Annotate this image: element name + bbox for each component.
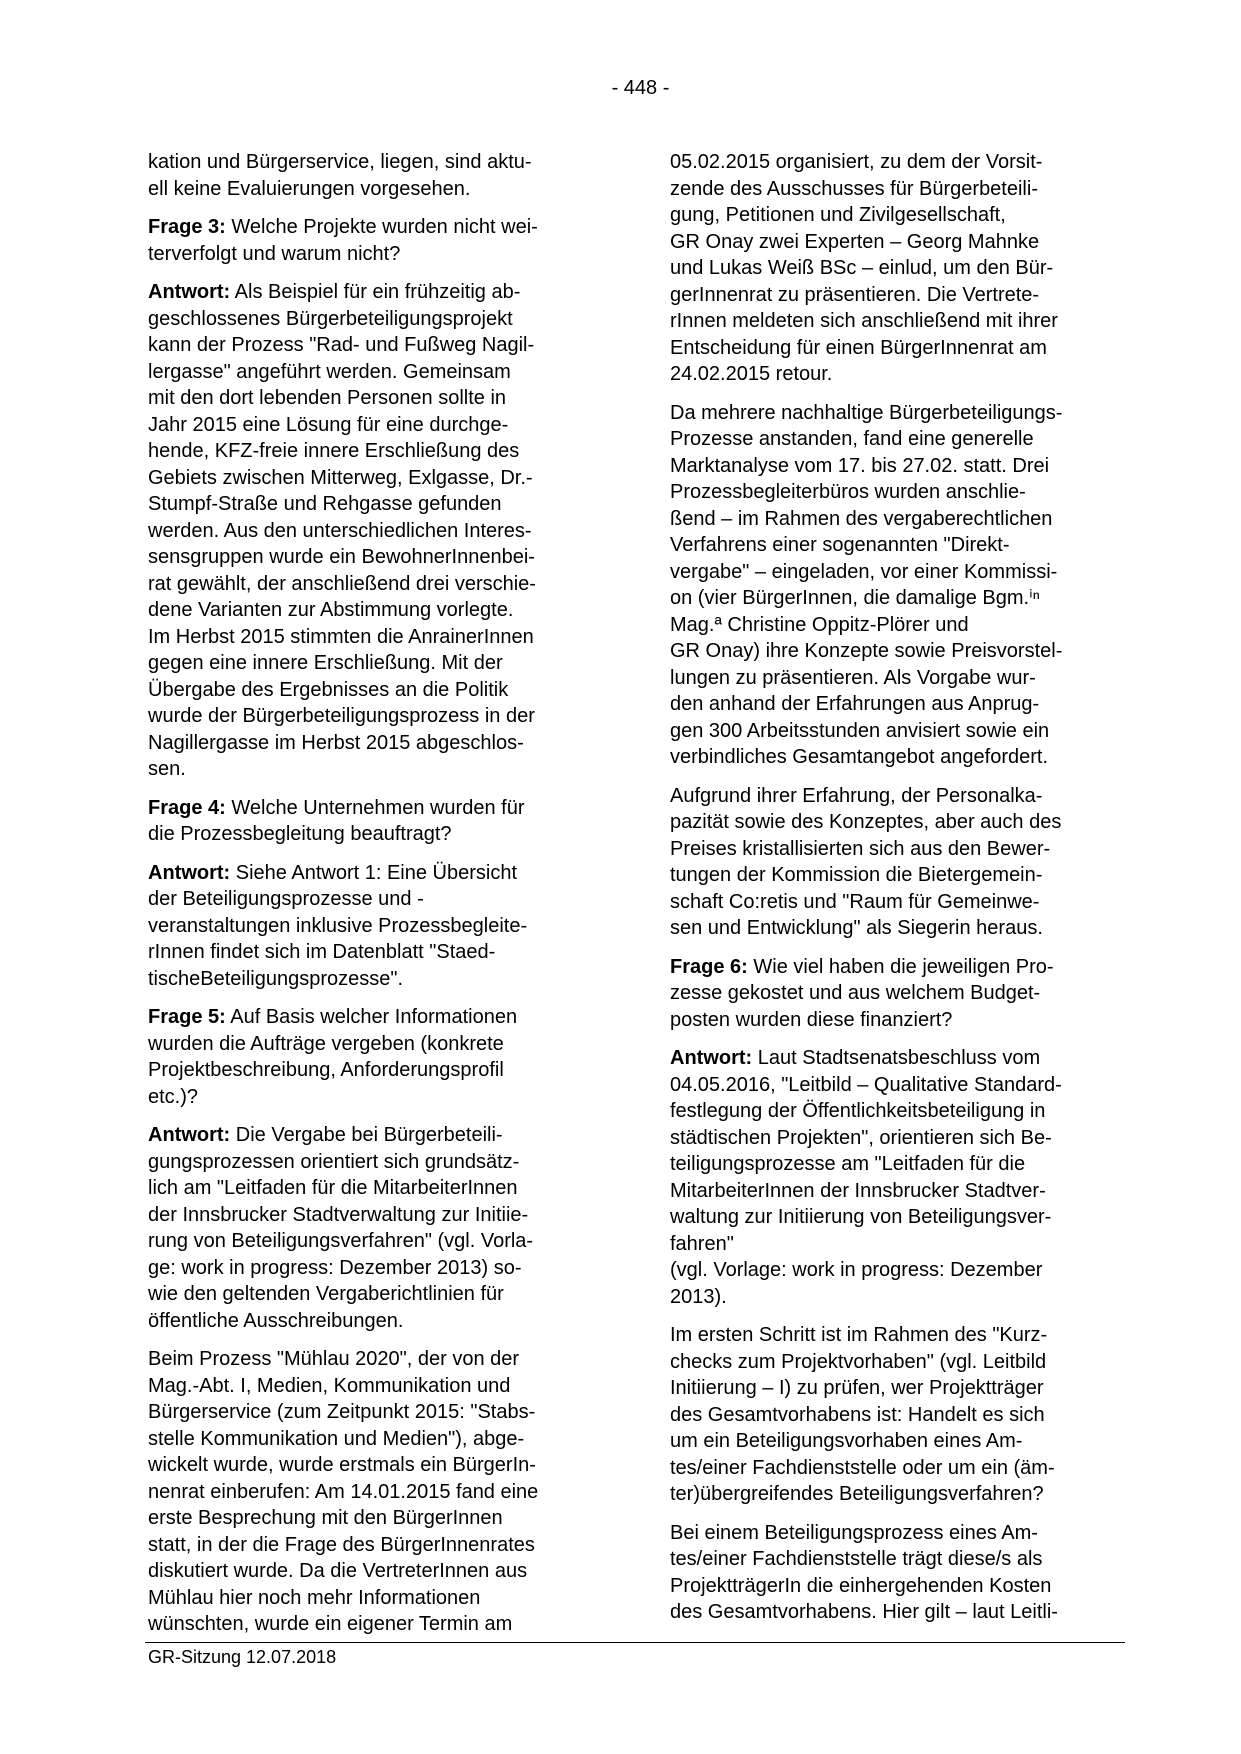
line-text: rInnen findet sich im Datenblatt "Staed- xyxy=(148,941,496,963)
line-text: hende, KFZ-freie innere Erschließung des xyxy=(148,440,520,462)
line-text: (vgl. Vorlage: work in progress: Dezember xyxy=(670,1259,1043,1281)
line-text: sensgruppen wurde ein BewohnerInnenbei- xyxy=(148,546,535,568)
line-text: diskutiert wurde. Da die VertreterInnen aus xyxy=(148,1560,528,1582)
line-text: ProjektträgerIn die einhergehenden Kosten xyxy=(670,1574,1052,1597)
line-text: zesse gekostet und aus welchem Budget- xyxy=(670,982,1041,1004)
line-text: Da mehrere nachhaltige Bürgerbeteiligungs- xyxy=(670,401,1063,424)
line-text: ge: work in progress: Dezember 2013) so- xyxy=(148,1256,522,1279)
line-text: Prozessbegleiterbüros wurden anschlie- xyxy=(670,481,1026,503)
paragraph xyxy=(148,1346,618,1638)
text-line xyxy=(670,282,1140,309)
text-line xyxy=(148,1505,618,1532)
text-line xyxy=(148,1228,618,1255)
text-line xyxy=(670,335,1140,362)
question-answer-label: Frage 6: xyxy=(670,955,748,978)
line-text: Nagillergasse im Herbst 2015 abgeschlos- xyxy=(148,731,524,754)
line-text: gen 300 Arbeitsstunden anvisiert sowie ein xyxy=(670,719,1050,742)
text-line xyxy=(148,1031,618,1058)
line-text: Preises kristallisierten sich aus den Bewer- xyxy=(670,837,1051,860)
text-line xyxy=(148,176,618,203)
text-line xyxy=(670,1204,1140,1231)
text-line xyxy=(148,279,618,306)
line-text: Mag.ª Christine Oppitz-Plörer und xyxy=(670,613,969,636)
left-column xyxy=(148,149,618,1650)
line-text: wünschten, wurde ein eigener Termin am xyxy=(148,1613,513,1635)
line-text: rung von Beteiligungsverfahren" (vgl. Vorla- xyxy=(148,1230,534,1252)
line-text: festlegung der Öffentlichkeitsbeteiligung in xyxy=(670,1100,1046,1122)
paragraph xyxy=(670,400,1140,771)
line-text: MitarbeiterInnen der Innsbrucker Stadtver- xyxy=(670,1179,1046,1202)
text-line xyxy=(670,744,1140,771)
line-text: statt, in der die Frage des BürgerInnenrates xyxy=(148,1533,535,1556)
text-line xyxy=(148,1399,618,1426)
question-answer-label: Frage 3: xyxy=(148,216,226,238)
line-text: rat gewählt, der anschließend drei verschie- xyxy=(148,572,536,595)
paragraph xyxy=(148,860,618,993)
line-text: stelle Kommunikation und Medien"), abge- xyxy=(148,1427,525,1450)
line-text: wurde der Bürgerbeteiligungsprozess in der xyxy=(148,705,535,727)
text-line xyxy=(148,465,618,492)
question-answer-label: Frage 4: xyxy=(148,796,226,819)
text-line xyxy=(148,860,618,887)
text-line xyxy=(148,1004,618,1031)
line-text: gung, Petitionen und Zivilgesellschaft, xyxy=(670,204,1006,226)
line-text: Projektbeschreibung, Anforderungsprofil xyxy=(148,1059,504,1081)
line-text: lich am "Leitfaden für die MitarbeiterInnen xyxy=(148,1177,518,1199)
line-text: und Lukas Weiß BSc – einlud, um den Bür- xyxy=(670,257,1054,279)
line-text: nenrat einberufen: Am 14.01.2015 fand eine xyxy=(148,1480,539,1503)
text-line xyxy=(148,795,618,822)
text-line xyxy=(670,1455,1140,1482)
line-text: Als Beispiel für ein frühzeitig ab- xyxy=(230,281,521,303)
text-line xyxy=(148,1281,618,1308)
text-line xyxy=(148,518,618,545)
text-line xyxy=(148,1255,618,1282)
line-text: ßend – im Rahmen des vergaberechtlichen xyxy=(670,507,1053,530)
text-line xyxy=(148,1122,618,1149)
paragraph xyxy=(148,795,618,848)
line-text: tes/einer Fachdienststelle oder um ein (äm- xyxy=(670,1456,1055,1479)
line-text: waltung zur Initiierung von Beteiligungsver- xyxy=(670,1206,1052,1228)
paragraph xyxy=(670,1322,1140,1508)
text-line xyxy=(670,400,1140,427)
text-line xyxy=(148,650,618,677)
text-line xyxy=(670,1573,1140,1600)
line-text: wie den geltenden Vergaberichtlinien für xyxy=(148,1283,504,1305)
line-text: Jahr 2015 eine Lösung für eine durchge- xyxy=(148,413,509,436)
text-line xyxy=(148,214,618,241)
text-line xyxy=(670,1546,1140,1573)
line-text: posten wurden diese finanziert? xyxy=(670,1008,953,1031)
line-text: teiligungsprozesse am "Leitfaden für die xyxy=(670,1153,1026,1175)
paragraph xyxy=(148,214,618,267)
line-text: kation und Bürgerservice, liegen, sind aktu- xyxy=(148,151,532,173)
text-line xyxy=(148,385,618,412)
text-line xyxy=(148,544,618,571)
line-text: Stumpf-Straße und Rehgasse gefunden xyxy=(148,493,502,515)
text-line xyxy=(148,491,618,518)
line-text: terverfolgt und warum nicht? xyxy=(148,242,401,265)
text-line xyxy=(670,255,1140,282)
text-line xyxy=(148,939,618,966)
text-line xyxy=(148,332,618,359)
text-line xyxy=(670,1231,1140,1258)
line-text: Wie viel haben die jeweiligen Pro- xyxy=(747,955,1054,978)
line-text: des Gesamtvorhabens. Hier gilt – laut Leitli- xyxy=(670,1601,1058,1623)
line-text: fahren" xyxy=(670,1232,734,1255)
text-line xyxy=(148,1057,618,1084)
text-line xyxy=(148,241,618,268)
text-line xyxy=(148,597,618,624)
text-line xyxy=(670,1599,1140,1626)
line-text: des Gesamtvorhabens ist: Handelt es sich xyxy=(670,1403,1045,1426)
line-text: Übergabe des Ergebnisses an die Politik xyxy=(148,678,509,701)
text-line xyxy=(148,677,618,704)
text-line xyxy=(148,412,618,439)
text-line xyxy=(148,1452,618,1479)
text-line xyxy=(670,1007,1140,1034)
line-text: Marktanalyse vom 17. bis 27.02. statt. Drei xyxy=(670,454,1050,477)
text-line xyxy=(670,479,1140,506)
line-text: gungsprozessen orientiert sich grundsätz- xyxy=(148,1150,520,1173)
line-text: Aufgrund ihrer Erfahrung, der Personalka- xyxy=(670,784,1043,807)
text-line xyxy=(670,980,1140,1007)
line-text: ell keine Evaluierungen vorgesehen. xyxy=(148,177,471,200)
text-line xyxy=(670,718,1140,745)
paragraph xyxy=(670,1520,1140,1626)
paragraph xyxy=(148,149,618,202)
line-text: kann der Prozess "Rad- und Fußweg Nagil- xyxy=(148,334,535,356)
text-line xyxy=(670,361,1140,388)
line-text: werden. Aus den unterschiedlichen Interes- xyxy=(148,519,532,542)
text-line xyxy=(148,359,618,386)
text-line xyxy=(670,612,1140,639)
text-line xyxy=(148,1373,618,1400)
text-line xyxy=(148,149,618,176)
line-text: Entscheidung für einen BürgerInnenrat am xyxy=(670,336,1047,359)
line-text: lergasse" angeführt werden. Gemeinsam xyxy=(148,360,511,383)
text-line xyxy=(148,1175,618,1202)
text-line xyxy=(670,1151,1140,1178)
text-line xyxy=(670,506,1140,533)
line-text: Gebiets zwischen Mitterweg, Exlgasse, Dr.- xyxy=(148,466,533,489)
text-line xyxy=(670,426,1140,453)
text-line xyxy=(148,821,618,848)
text-line xyxy=(670,149,1140,176)
line-text: Beim Prozess "Mühlau 2020", der von der xyxy=(148,1348,520,1370)
line-text: 05.02.2015 organisiert, zu dem der Vorsit- xyxy=(670,151,1043,173)
line-text: öffentliche Ausschreibungen. xyxy=(148,1309,404,1332)
line-text: gegen eine innere Erschließung. Mit der xyxy=(148,652,503,674)
line-text: 24.02.2015 retour. xyxy=(670,363,833,385)
text-line xyxy=(670,862,1140,889)
text-line xyxy=(670,202,1140,229)
line-text: vergabe" – eingeladen, vor einer Kommissi- xyxy=(670,560,1058,583)
text-line xyxy=(148,1558,618,1585)
line-text: checks zum Projektvorhaben" (vgl. Leitbild xyxy=(670,1350,1047,1373)
paragraph xyxy=(670,149,1140,388)
line-text: zende des Ausschusses für Bürgerbeteili- xyxy=(670,177,1038,200)
line-text: dene Varianten zur Abstimmung vorlegte. xyxy=(148,599,514,621)
text-line xyxy=(148,306,618,333)
line-text: um ein Beteiligungsvorhaben eines Am- xyxy=(670,1430,1023,1452)
text-line xyxy=(670,1322,1140,1349)
text-line xyxy=(148,1084,618,1111)
line-text: tungen der Kommission die Bietergemein- xyxy=(670,864,1043,886)
text-line xyxy=(670,1349,1140,1376)
paragraph xyxy=(670,954,1140,1034)
text-line xyxy=(670,1284,1140,1311)
text-line xyxy=(670,1125,1140,1152)
text-line xyxy=(670,889,1140,916)
line-text: geschlossenes Bürgerbeteiligungsprojekt xyxy=(148,307,513,330)
text-line xyxy=(670,176,1140,203)
paragraph xyxy=(670,1045,1140,1310)
line-text: Laut Stadtsenatsbeschluss vom xyxy=(752,1047,1041,1069)
line-text: Mühlau hier noch mehr Informationen xyxy=(148,1586,481,1609)
line-text: sen und Entwicklung" als Siegerin heraus. xyxy=(670,917,1043,939)
line-text: verbindliches Gesamtangebot angefordert. xyxy=(670,746,1049,768)
line-text: Welche Unternehmen wurden für xyxy=(225,796,525,819)
paragraph xyxy=(148,1122,618,1334)
text-line xyxy=(148,703,618,730)
line-text: erste Besprechung mit den BürgerInnen xyxy=(148,1507,503,1529)
text-line xyxy=(148,571,618,598)
line-text: Initiierung – I) zu prüfen, wer Projektträger xyxy=(670,1377,1044,1399)
line-text: Die Vergabe bei Bürgerbeteili- xyxy=(230,1124,503,1146)
text-line xyxy=(670,1178,1140,1205)
line-text: Welche Projekte wurden nicht wei- xyxy=(225,216,538,238)
line-text: 04.05.2016, "Leitbild – Qualitative Standard- xyxy=(670,1073,1062,1096)
line-text: Verfahrens einer sogenannten "Direkt- xyxy=(670,534,1010,556)
line-text: städtischen Projekten", orientieren sich Be- xyxy=(670,1126,1052,1149)
question-answer-label: Antwort: xyxy=(148,281,231,303)
line-text: sen. xyxy=(148,758,186,780)
text-line xyxy=(148,1532,618,1559)
text-line xyxy=(670,1520,1140,1547)
text-line xyxy=(670,665,1140,692)
line-text: GR Onay zwei Experten – Georg Mahnke xyxy=(670,230,1040,253)
right-column xyxy=(670,149,1140,1638)
text-line xyxy=(670,1098,1140,1125)
text-line xyxy=(148,730,618,757)
text-line xyxy=(670,836,1140,863)
line-text: wickelt wurde, wurde erstmals ein BürgerIn- xyxy=(148,1454,536,1476)
line-text: ter)übergreifendes Beteiligungsverfahren? xyxy=(670,1483,1044,1505)
line-text: lungen zu präsentieren. Als Vorgabe wur- xyxy=(670,666,1036,689)
text-line xyxy=(670,954,1140,981)
text-line xyxy=(148,886,618,913)
text-line xyxy=(670,1045,1140,1072)
text-line xyxy=(670,691,1140,718)
line-text: veranstaltungen inklusive Prozessbegleite- xyxy=(148,914,528,937)
line-text: wurden die Aufträge vergeben (konkrete xyxy=(148,1032,504,1055)
text-line xyxy=(670,783,1140,810)
line-text: Auf Basis welcher Informationen xyxy=(225,1006,518,1028)
text-line xyxy=(670,229,1140,256)
line-text: etc.)? xyxy=(148,1085,199,1108)
footer-divider xyxy=(145,1642,1125,1643)
line-text: Bei einem Beteiligungsprozess eines Am- xyxy=(670,1521,1038,1544)
text-line xyxy=(670,308,1140,335)
text-line xyxy=(148,966,618,993)
text-line xyxy=(148,1149,618,1176)
line-text: rInnen meldeten sich anschließend mit ihrer xyxy=(670,310,1058,332)
question-answer-label: Antwort: xyxy=(670,1047,753,1069)
line-text: Siehe Antwort 1: Eine Übersicht xyxy=(230,861,518,884)
line-text: schaft Co:retis und "Raum für Gemeinwe- xyxy=(670,890,1040,913)
text-line xyxy=(670,1481,1140,1508)
text-line xyxy=(670,585,1140,612)
text-line xyxy=(148,1585,618,1612)
line-text: pazität sowie des Konzeptes, aber auch des xyxy=(670,811,1062,833)
text-line xyxy=(670,532,1140,559)
text-line xyxy=(670,1402,1140,1429)
line-text: GR Onay) ihre Konzepte sowie Preisvorstel- xyxy=(670,640,1063,662)
text-line xyxy=(148,624,618,651)
line-text: Prozesse anstanden, fand eine generelle xyxy=(670,428,1034,450)
text-line xyxy=(148,1426,618,1453)
text-line xyxy=(148,1479,618,1506)
text-line xyxy=(148,1346,618,1373)
paragraph xyxy=(148,279,618,783)
text-line xyxy=(148,756,618,783)
text-line xyxy=(148,1308,618,1335)
line-text: mit den dort lebenden Personen sollte in xyxy=(148,387,507,409)
question-answer-label: Antwort: xyxy=(148,861,231,884)
text-line xyxy=(670,453,1140,480)
text-line xyxy=(670,915,1140,942)
text-line xyxy=(670,1428,1140,1455)
paragraph xyxy=(148,1004,618,1110)
line-text: gerInnenrat zu präsentieren. Die Vertrete- xyxy=(670,283,1040,306)
line-text: Im ersten Schritt ist im Rahmen des "Kurz- xyxy=(670,1324,1048,1346)
footer-session-date: GR-Sitzung 12.07.2018 xyxy=(148,1647,337,1667)
text-line xyxy=(670,1375,1140,1402)
question-answer-label: Antwort: xyxy=(148,1124,231,1146)
line-text: tischeBeteiligungsprozesse". xyxy=(148,967,404,990)
text-line xyxy=(670,1072,1140,1099)
text-line xyxy=(670,809,1140,836)
line-text: on (vier BürgerInnen, die damalige Bgm.ⁱⁿ xyxy=(670,587,1040,609)
line-text: Bürgerservice (zum Zeitpunkt 2015: "Stabs- xyxy=(148,1401,536,1423)
text-line xyxy=(148,913,618,940)
text-line xyxy=(148,438,618,465)
line-text: die Prozessbegleitung beauftragt? xyxy=(148,823,452,845)
line-text: der Beteiligungsprozesse und - xyxy=(148,888,424,910)
question-answer-label: Frage 5: xyxy=(148,1006,226,1028)
text-line xyxy=(148,1611,618,1638)
line-text: 2013). xyxy=(670,1285,727,1308)
text-line xyxy=(148,1202,618,1229)
page-number: - 448 - xyxy=(611,77,670,99)
line-text: tes/einer Fachdienststelle trägt diese/s als xyxy=(670,1548,1043,1570)
line-text: Mag.-Abt. I, Medien, Kommunikation und xyxy=(148,1374,511,1397)
line-text: den anhand der Erfahrungen aus Anprug- xyxy=(670,693,1040,715)
line-text: Im Herbst 2015 stimmten die AnrainerInnen xyxy=(148,625,534,648)
paragraph xyxy=(670,783,1140,942)
text-line xyxy=(670,559,1140,586)
text-line xyxy=(670,638,1140,665)
line-text: der Innsbrucker Stadtverwaltung zur Initiie- xyxy=(148,1203,529,1226)
text-line xyxy=(670,1257,1140,1284)
